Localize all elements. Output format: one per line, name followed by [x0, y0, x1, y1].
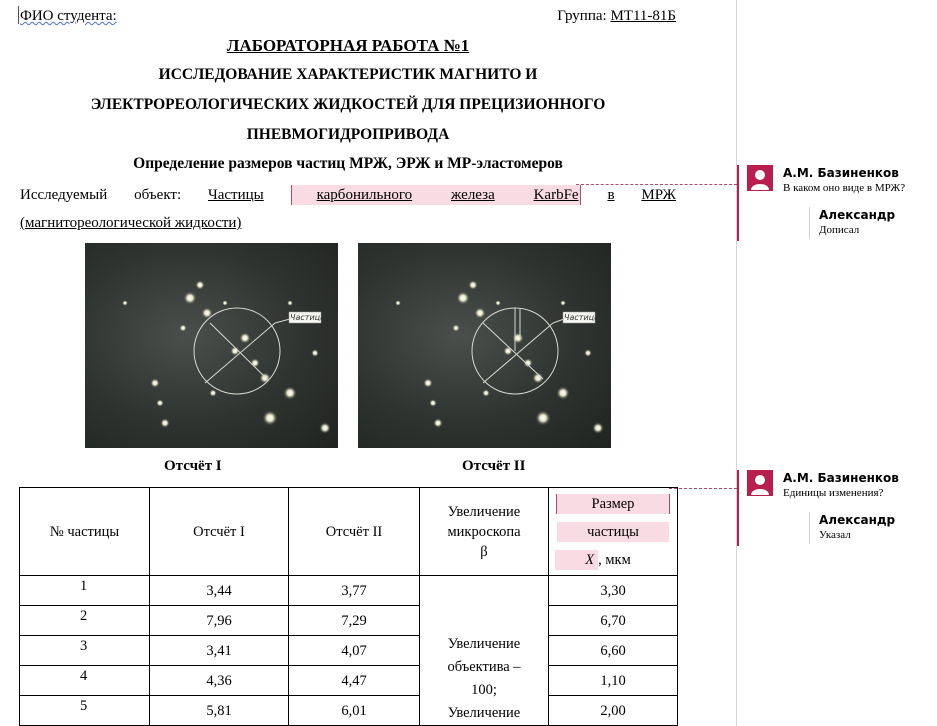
comment-thread-2[interactable]	[737, 470, 937, 548]
comment-author: А.М. Базиненков	[783, 166, 899, 180]
header-particle-number: № частицы	[20, 488, 150, 576]
table-row: 4 4,36 4,47 1,10	[20, 666, 678, 696]
object-word: объект:	[134, 187, 182, 203]
group-field[interactable]: Группа: МТ11-81Б	[557, 8, 676, 24]
table-row: 1 3,44 3,77 Увеличение объектива – 100; Увеличение 3,30	[20, 576, 678, 606]
title-line-3: ПНЕВМОГИДРОПРИВОДА	[246, 126, 450, 143]
comment-thread-1[interactable]	[737, 165, 937, 243]
comment-text: Единицы изменения?	[783, 487, 884, 499]
table-row: 2 7,96 7,29 6,70	[20, 606, 678, 636]
avatar	[747, 470, 773, 496]
user-icon	[747, 165, 773, 191]
group-code: МТ11-81Б	[610, 8, 676, 24]
comment-connector	[576, 184, 737, 185]
particle-label: Частица	[564, 313, 599, 322]
header-reading-2: Отсчёт II	[289, 488, 420, 576]
header-magnification: Увеличение микроскопа β	[420, 488, 549, 576]
section-subtitle: Определение размеров частиц МРЖ, ЭРЖ и МР-эластомеров	[133, 155, 563, 172]
object-word: Частицы	[207, 187, 264, 203]
particle-table	[19, 487, 678, 726]
comment-connector	[669, 488, 737, 489]
caption-reading-1: Отсчёт I	[164, 458, 222, 474]
object-paragraph-line-2: (магнитореологической жидкости)	[20, 215, 242, 231]
reply-text: Указал	[819, 529, 851, 541]
lab-title: ЛАБОРАТОРНАЯ РАБОТА №1	[226, 36, 470, 55]
title-line-2: ЭЛЕКТРОРЕОЛОГИЧЕСКИХ ЖИДКОСТЕЙ ДЛЯ ПРЕЦИЗИОННОГО	[90, 96, 606, 113]
micrograph-reading-1	[85, 243, 338, 448]
table-row: 5 5,81 6,01 2,00	[20, 696, 678, 726]
title-line-1: ИССЛЕДОВАНИЕ ХАРАКТЕРИСТИК МАГНИТО И	[158, 66, 538, 83]
user-icon	[747, 470, 773, 496]
particle-label: Частица	[290, 313, 325, 322]
micrograph-reading-2	[358, 243, 611, 448]
text-cursor	[18, 6, 19, 24]
reply-author: Александр	[819, 208, 896, 222]
object-word: МРЖ	[641, 187, 676, 203]
header-reading-1: Отсчёт I	[150, 488, 289, 576]
object-paragraph[interactable]	[20, 185, 676, 205]
reply-author: Александр	[819, 513, 896, 527]
reply-text: Дописал	[819, 224, 860, 236]
table-row: 3 3,41 4,07 6,60	[20, 636, 678, 666]
student-name-label[interactable]: ФИО студента:	[20, 8, 117, 24]
object-word: в	[607, 187, 615, 203]
comment-text: В каком оно виде в МРЖ?	[783, 182, 906, 194]
avatar	[747, 165, 773, 191]
header-particle-size[interactable]: Размер частицы X , мкм	[549, 488, 678, 576]
table-header-row	[20, 488, 678, 576]
comments-pane-divider	[736, 0, 737, 726]
caption-reading-2: Отсчёт II	[462, 458, 526, 474]
comment-author: А.М. Базиненков	[783, 471, 899, 485]
magnification-cell: Увеличение объектива – 100; Увеличение	[420, 576, 549, 726]
commented-text-1[interactable]: карбонильного железа KarbFe	[291, 185, 581, 205]
object-word: Исследуемый	[20, 187, 108, 203]
